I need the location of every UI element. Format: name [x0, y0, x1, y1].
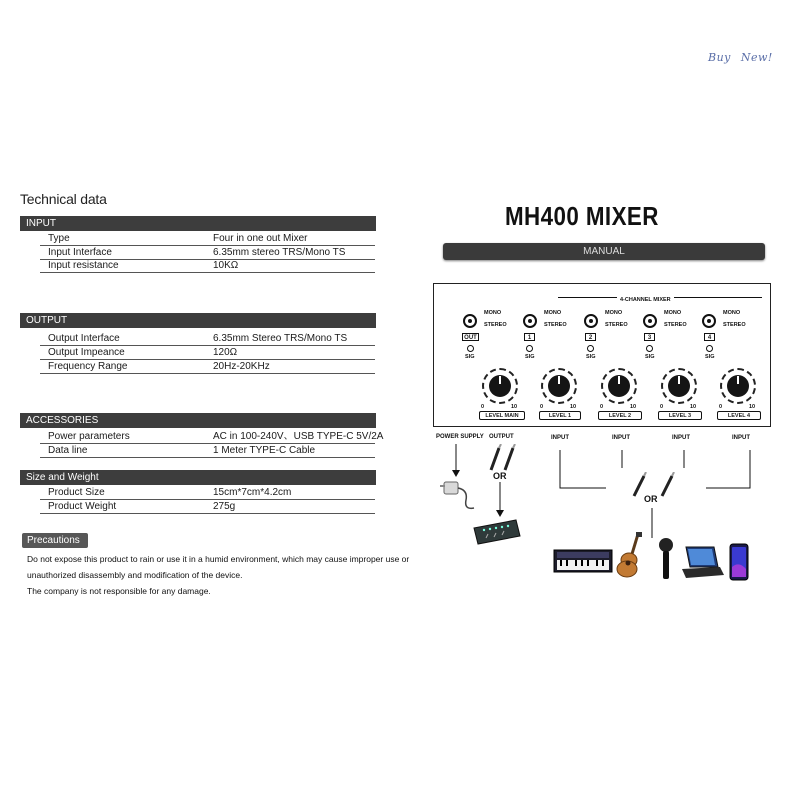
knob-min: 0 [660, 404, 664, 410]
output-label: OUTPUT [489, 434, 514, 440]
level-label: LEVEL 1 [539, 411, 581, 420]
knob-min: 0 [540, 404, 544, 410]
stereo-label: STEREO [664, 322, 687, 328]
precautions-bar: Precautions [22, 533, 88, 548]
spec-key: Input resistance [48, 260, 119, 271]
product-title: MH400 MIXER [505, 201, 659, 231]
stereo-label: STEREO [605, 322, 628, 328]
precaution-line: Do not expose this product to rain or use it in a humid environment, which may cause improper use or [27, 554, 410, 564]
channel-box: 4 [704, 333, 715, 341]
precaution-line: unauthorized disassembly and modification of the device. [27, 570, 243, 580]
spec-value: AC in 100-240V、USB TYPE-C 5V/2A [213, 431, 384, 442]
knob-max: 10 [630, 404, 637, 410]
spec-key: Output Impeance [48, 347, 125, 358]
sig-label: SIG [525, 354, 535, 360]
spec-value: 6.35mm stereo TRS/Mono TS [213, 247, 346, 258]
accessories-section-bar: ACCESSORIES [20, 413, 376, 428]
spec-value: 15cm*7cm*4.2cm [213, 487, 292, 498]
channel-heading: 4-CHANNEL MIXER [617, 297, 674, 303]
spec-key: Product Weight [48, 501, 117, 512]
spec-value: 275g [213, 501, 236, 512]
channel-box: OUT [462, 333, 479, 341]
jack-plug-icon [628, 472, 678, 498]
keyboard-icon [553, 548, 613, 574]
input-section-bar: INPUT [20, 216, 376, 231]
manual-bar: MANUAL [443, 243, 765, 260]
knob-min: 0 [481, 404, 485, 410]
knob-max: 10 [749, 404, 756, 410]
input-label: INPUT [551, 435, 569, 441]
microphone-icon [656, 537, 676, 581]
stereo-label: STEREO [544, 322, 567, 328]
spec-key: Input Interface [48, 247, 112, 258]
laptop-icon [680, 545, 724, 579]
precaution-line: The company is not responsible for any damage. [27, 586, 211, 596]
jack-plug-icon [485, 444, 521, 472]
guitar-icon [616, 532, 650, 578]
spec-value: 6.35mm Stereo TRS/Mono TS [213, 333, 348, 344]
spec-key: Power parameters [48, 431, 130, 442]
spec-key: Product Size [48, 487, 105, 498]
level-label: LEVEL 2 [598, 411, 642, 420]
spec-key: Frequency Range [48, 361, 128, 372]
size-weight-section-bar: Size and Weight [20, 470, 376, 485]
knob-min: 0 [719, 404, 723, 410]
spec-value: 120Ω [213, 347, 238, 358]
input-label: INPUT [732, 435, 750, 441]
level-label: LEVEL 4 [717, 411, 761, 420]
sig-label: SIG [586, 354, 596, 360]
spec-key: Output Interface [48, 333, 120, 344]
channel-box: 1 [524, 333, 535, 341]
power-supply-label: POWER SUPPLY [436, 434, 484, 440]
spec-key: Data line [48, 445, 88, 456]
spec-key: Type [48, 233, 70, 244]
mono-label: MONO [605, 310, 623, 316]
stereo-label: STEREO [484, 322, 507, 328]
stereo-label: STEREO [723, 322, 746, 328]
output-section-bar: OUTPUT [20, 313, 376, 328]
spec-value: 10KΩ [213, 260, 239, 271]
sig-label: SIG [705, 354, 715, 360]
channel-box: 3 [644, 333, 655, 341]
level-label: LEVEL MAIN [479, 411, 525, 420]
knob-min: 0 [600, 404, 604, 410]
mono-label: MONO [723, 310, 741, 316]
mono-label: MONO [544, 310, 562, 316]
tech-data-title: Technical data [20, 191, 107, 207]
or-label: OR [644, 494, 658, 504]
knob-max: 10 [570, 404, 577, 410]
knob-max: 10 [690, 404, 697, 410]
power-adapter-icon [438, 478, 478, 514]
level-label: LEVEL 3 [658, 411, 702, 420]
spec-value: 20Hz-20KHz [213, 361, 270, 372]
sig-label: SIG [465, 354, 475, 360]
or-label: OR [493, 471, 507, 481]
mono-label: MONO [484, 310, 502, 316]
spec-value: 1 Meter TYPE-C Cable [213, 445, 316, 456]
buy-new-watermark: Buy New! [708, 51, 773, 64]
sig-label: SIG [645, 354, 655, 360]
knob-max: 10 [511, 404, 518, 410]
input-label: INPUT [612, 435, 630, 441]
channel-box: 2 [585, 333, 596, 341]
input-label: INPUT [672, 435, 690, 441]
mono-label: MONO [664, 310, 682, 316]
spec-value: Four in one out Mixer [213, 233, 308, 244]
smartphone-icon [729, 543, 749, 581]
mixer-console-icon [472, 516, 522, 546]
